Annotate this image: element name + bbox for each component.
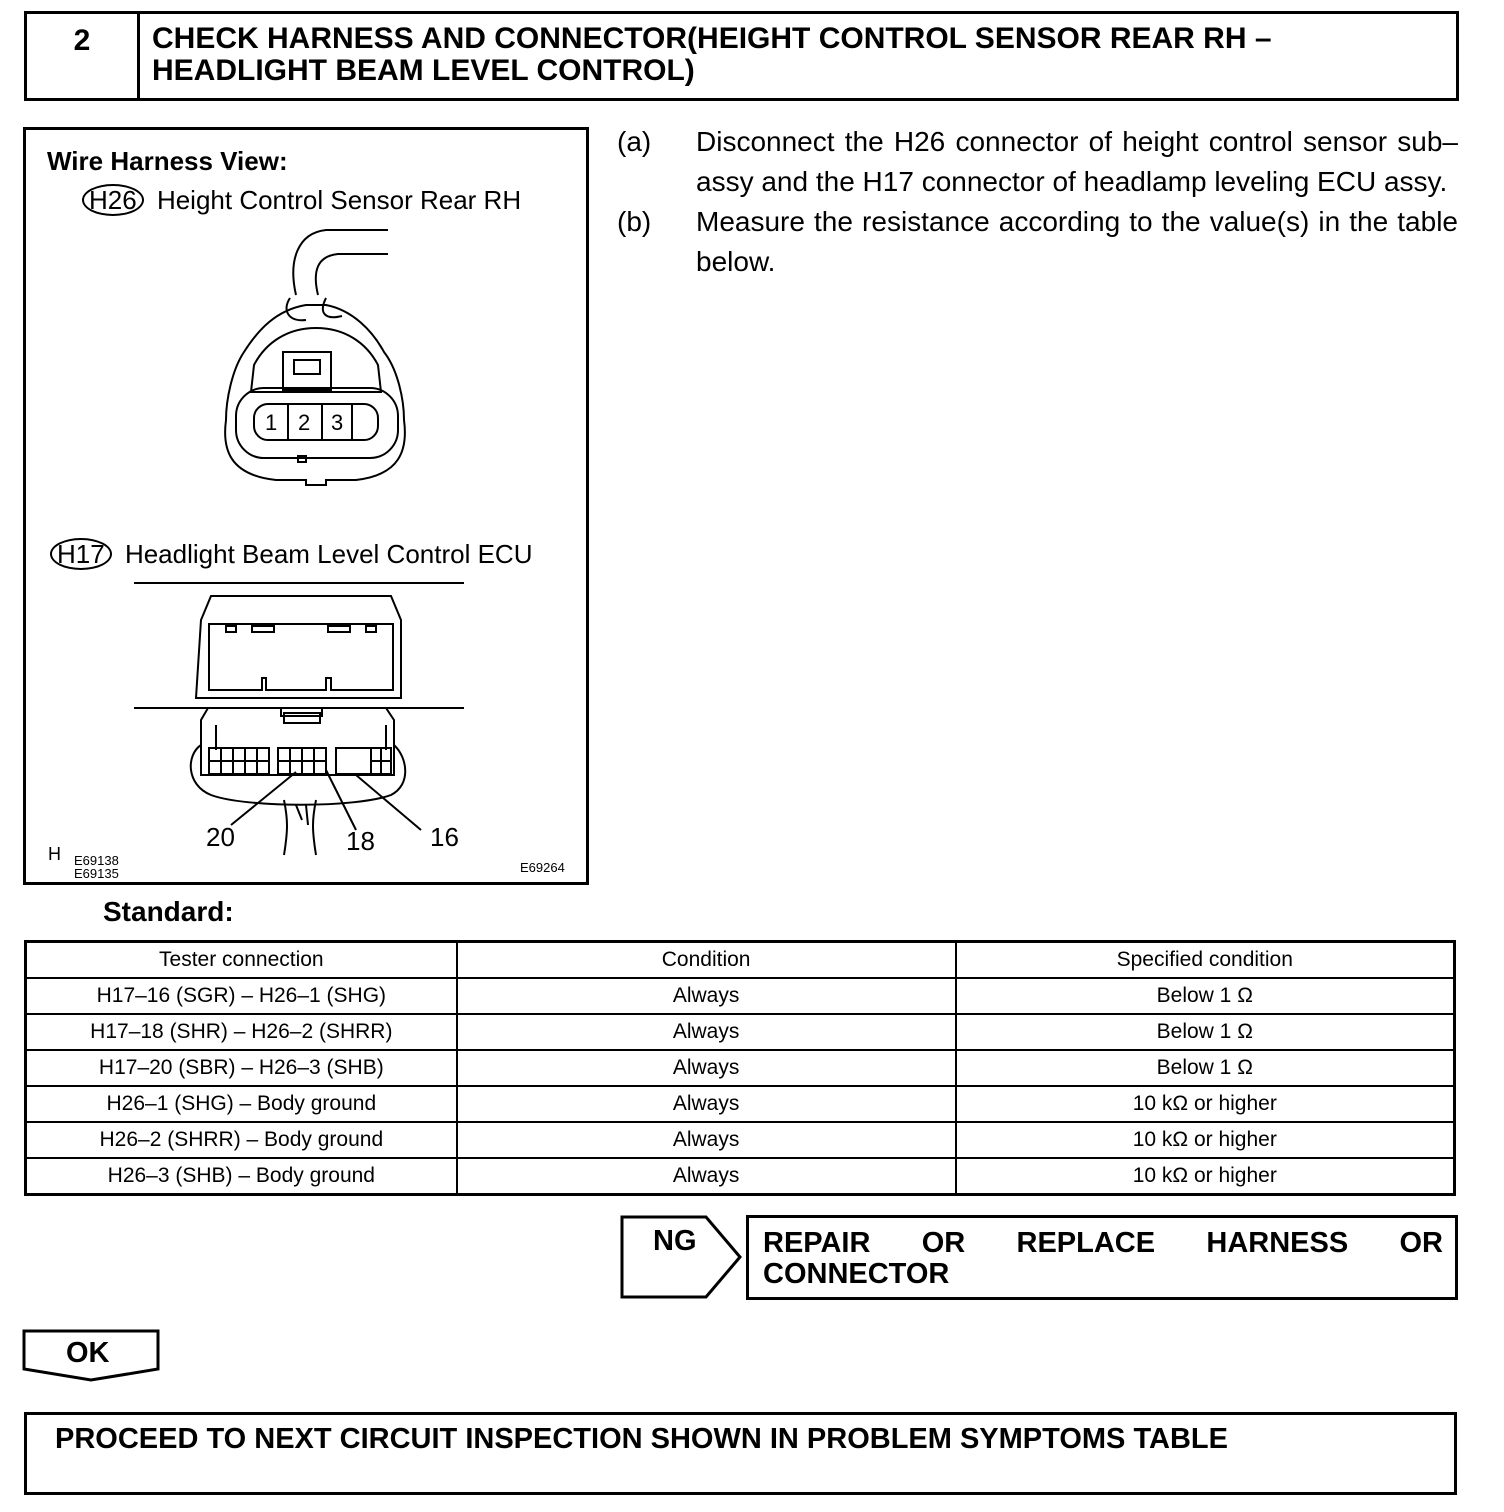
ref-code-1: E69138 [74, 853, 119, 868]
step-number: 2 [27, 14, 140, 98]
ok-label: OK [66, 1337, 110, 1369]
h17-pin-20: 20 [206, 822, 235, 852]
connector-code-h26: H26 [82, 184, 144, 216]
table-cell: Always [457, 1086, 956, 1122]
h17-pin-16: 16 [430, 822, 459, 852]
column-header: Specified condition [956, 942, 1455, 979]
wire-harness-figure [23, 127, 589, 885]
table-row [26, 978, 1455, 1014]
ok-action-text: PROCEED TO NEXT CIRCUIT INSPECTION SHOWN IN PROBLEM SYMPTOMS TABLE [55, 1423, 1228, 1455]
ref-code-right: E69264 [520, 860, 565, 875]
table-row [26, 1014, 1455, 1050]
h26-pin-1: 1 [265, 410, 278, 435]
table-cell: H26–3 (SHB) – Body ground [26, 1158, 457, 1195]
table-row [26, 1086, 1455, 1122]
figure-title: Wire Harness View: [47, 146, 288, 176]
table-cell: Below 1 Ω [956, 1050, 1455, 1086]
table-cell: Always [457, 1014, 956, 1050]
table-cell: 10 kΩ or higher [956, 1158, 1455, 1195]
table-cell: 10 kΩ or higher [956, 1086, 1455, 1122]
table-cell: H17–20 (SBR) – H26–3 (SHB) [26, 1050, 457, 1086]
connector-drawings [26, 130, 586, 882]
table-cell: H26–2 (SHRR) – Body ground [26, 1122, 457, 1158]
table-cell: Below 1 Ω [956, 978, 1455, 1014]
ref-code-2: E69135 [74, 866, 119, 881]
ok-action-box [24, 1412, 1457, 1495]
table-cell: 10 kΩ or higher [956, 1122, 1455, 1158]
table-cell: Below 1 Ω [956, 1014, 1455, 1050]
table-cell: H17–16 (SGR) – H26–1 (SHG) [26, 978, 457, 1014]
table-cell: H17–18 (SHR) – H26–2 (SHRR) [26, 1014, 457, 1050]
side-letter: H [48, 844, 61, 864]
table-row [26, 1122, 1455, 1158]
connector-code-h17: H17 [50, 538, 112, 570]
connector-name-h26: Height Control Sensor Rear RH [156, 185, 522, 215]
h17-pin-18: 18 [346, 826, 375, 856]
standard-table [24, 940, 1456, 1196]
table-cell: Always [457, 978, 956, 1014]
ng-action-box [746, 1215, 1458, 1300]
table-row [26, 1050, 1455, 1086]
step-title: CHECK HARNESS AND CONNECTOR(HEIGHT CONTROL SENSOR REAR RH – HEADLIGHT BEAM LEVEL CONTROL) [152, 22, 1272, 87]
instruction-label: (a) [617, 126, 652, 157]
connector-h17-label [50, 538, 532, 570]
instruction-text: Measure the resistance according to the value(s) in the table below. [696, 206, 1458, 277]
h26-pin-3: 3 [331, 410, 344, 435]
h26-pin-2: 2 [298, 410, 311, 435]
table-cell: H26–1 (SHG) – Body ground [26, 1086, 457, 1122]
instruction-label: (b) [617, 206, 652, 237]
column-header: Tester connection [26, 942, 457, 979]
ng-action-text: REPAIR OR REPLACE HARNESS OR CONNECTOR [763, 1227, 1443, 1290]
instruction-a [617, 122, 1458, 202]
connector-h26-label [82, 184, 521, 216]
instruction-b [617, 202, 1458, 282]
connector-name-h17: Headlight Beam Level Control ECU [124, 539, 533, 569]
table-cell: Always [457, 1050, 956, 1086]
table-row [26, 1158, 1455, 1195]
table-header-row [26, 942, 1455, 979]
table-cell: Always [457, 1122, 956, 1158]
ng-label: NG [653, 1225, 697, 1257]
instructions [617, 122, 1458, 282]
standard-label: Standard: [103, 896, 234, 927]
column-header: Condition [457, 942, 956, 979]
step-header [24, 11, 1459, 101]
instruction-text: Disconnect the H26 connector of height control sensor sub–assy and the H17 connector of headlamp leveling ECU assy. [696, 126, 1458, 197]
table-cell: Always [457, 1158, 956, 1195]
